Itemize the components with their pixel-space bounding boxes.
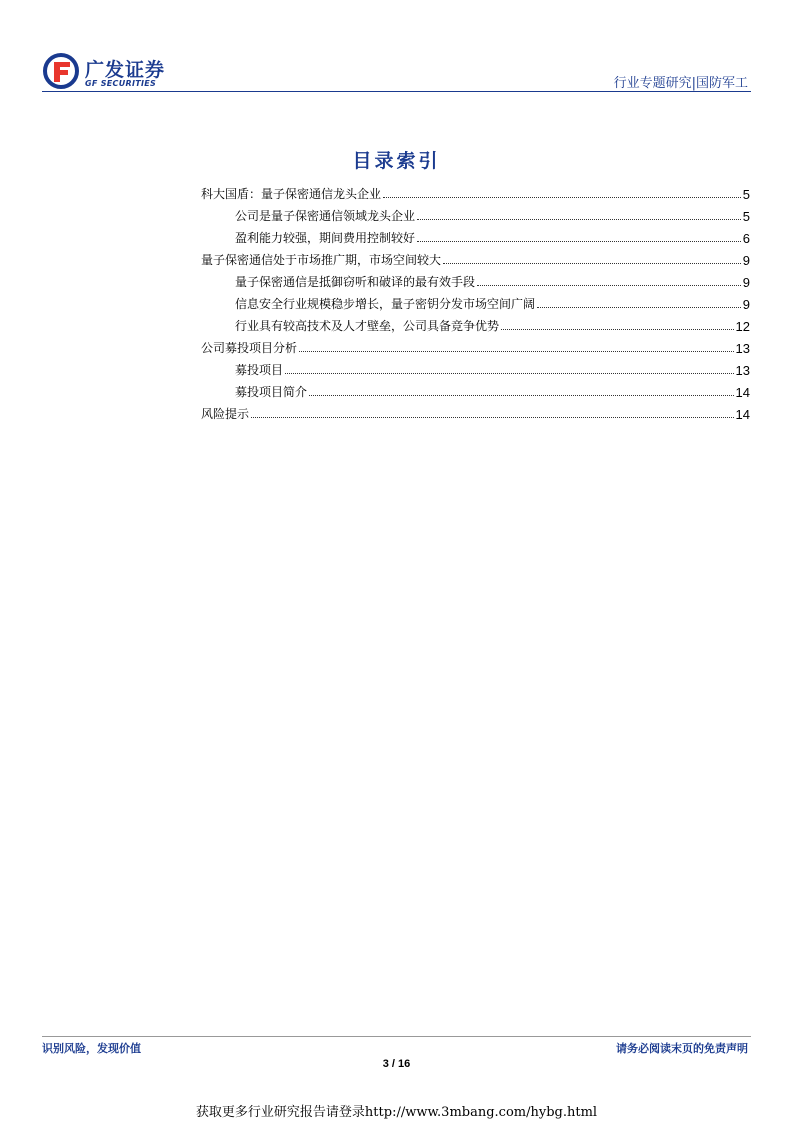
header-divider bbox=[42, 91, 751, 92]
toc-entry[interactable] bbox=[201, 246, 750, 268]
toc-entry-label: 公司是量子保密通信领域龙头企业 bbox=[235, 209, 416, 223]
toc-entry[interactable] bbox=[201, 312, 750, 334]
toc-entry-label: 量子保密通信处于市场推广期，市场空间较大 bbox=[201, 253, 442, 267]
toc-entry[interactable] bbox=[201, 378, 750, 400]
toc-entry-page: 13 bbox=[735, 363, 750, 378]
toc-dot-leader bbox=[251, 417, 734, 418]
toc-entry-label: 募投项目简介 bbox=[235, 385, 308, 399]
toc-entry[interactable] bbox=[201, 290, 750, 312]
toc-dot-leader bbox=[443, 263, 741, 264]
footer-slogan: 识别风险，发现价值 bbox=[42, 1042, 141, 1055]
toc-entry-label: 行业具有较高技术及人才壁垒，公司具备竞争优势 bbox=[235, 319, 500, 333]
footer-divider bbox=[42, 1036, 751, 1037]
toc-entry[interactable] bbox=[201, 400, 750, 422]
toc-dot-leader bbox=[383, 197, 741, 198]
toc-entry-label: 公司募投项目分析 bbox=[201, 341, 298, 355]
logo-cn-text: 广发证券 bbox=[85, 59, 166, 81]
toc-entry[interactable] bbox=[201, 356, 750, 378]
toc-entry-label: 信息安全行业规模稳步增长，量子密钥分发市场空间广阔 bbox=[235, 297, 536, 311]
toc-dot-leader bbox=[537, 307, 741, 308]
toc-entry-page: 12 bbox=[735, 319, 750, 334]
toc-entry[interactable] bbox=[201, 224, 750, 246]
toc-entry-label: 风险提示 bbox=[201, 407, 250, 421]
toc-dot-leader bbox=[417, 219, 741, 220]
toc-entry-label: 募投项目 bbox=[235, 363, 284, 377]
toc-entry-page: 14 bbox=[735, 407, 750, 422]
toc-entry-page: 14 bbox=[735, 385, 750, 400]
toc-dot-leader bbox=[417, 241, 741, 242]
toc-dot-leader bbox=[477, 285, 741, 286]
toc-entry-page: 6 bbox=[742, 231, 750, 246]
toc-entry-label: 量子保密通信是抵御窃听和破译的最有效手段 bbox=[235, 275, 476, 289]
bottom-link-note[interactable]: 获取更多行业研究报告请登录http://www.3mbang.com/hybg.html bbox=[195, 1105, 598, 1120]
toc-title: 目录索引 bbox=[352, 150, 441, 172]
table-of-contents bbox=[201, 180, 750, 422]
gf-securities-logo bbox=[42, 52, 172, 92]
toc-entry[interactable] bbox=[201, 334, 750, 356]
toc-entry-page: 5 bbox=[742, 209, 750, 224]
toc-entry[interactable] bbox=[201, 268, 750, 290]
gf-logo-icon bbox=[42, 52, 80, 90]
toc-dot-leader bbox=[501, 329, 734, 330]
toc-entry[interactable] bbox=[201, 202, 750, 224]
page-number: 3 / 16 bbox=[382, 1058, 411, 1070]
toc-entry-page: 5 bbox=[742, 187, 750, 202]
toc-dot-leader bbox=[299, 351, 734, 352]
toc-dot-leader bbox=[285, 373, 734, 374]
toc-entry-page: 9 bbox=[742, 297, 750, 312]
toc-entry-page: 13 bbox=[735, 341, 750, 356]
logo-en-text: GF SECURITIES bbox=[85, 79, 157, 88]
toc-dot-leader bbox=[309, 395, 734, 396]
toc-entry-label: 科大国盾：量子保密通信龙头企业 bbox=[201, 187, 382, 201]
toc-entry[interactable] bbox=[201, 180, 750, 202]
toc-entry-label: 盈利能力较强，期间费用控制较好 bbox=[235, 231, 416, 245]
footer-disclaimer-note: 请务必阅读末页的免责声明 bbox=[616, 1042, 748, 1055]
report-category: 行业专题研究|国防军工 bbox=[613, 76, 748, 91]
toc-entry-page: 9 bbox=[742, 275, 750, 290]
toc-entry-page: 9 bbox=[742, 253, 750, 268]
